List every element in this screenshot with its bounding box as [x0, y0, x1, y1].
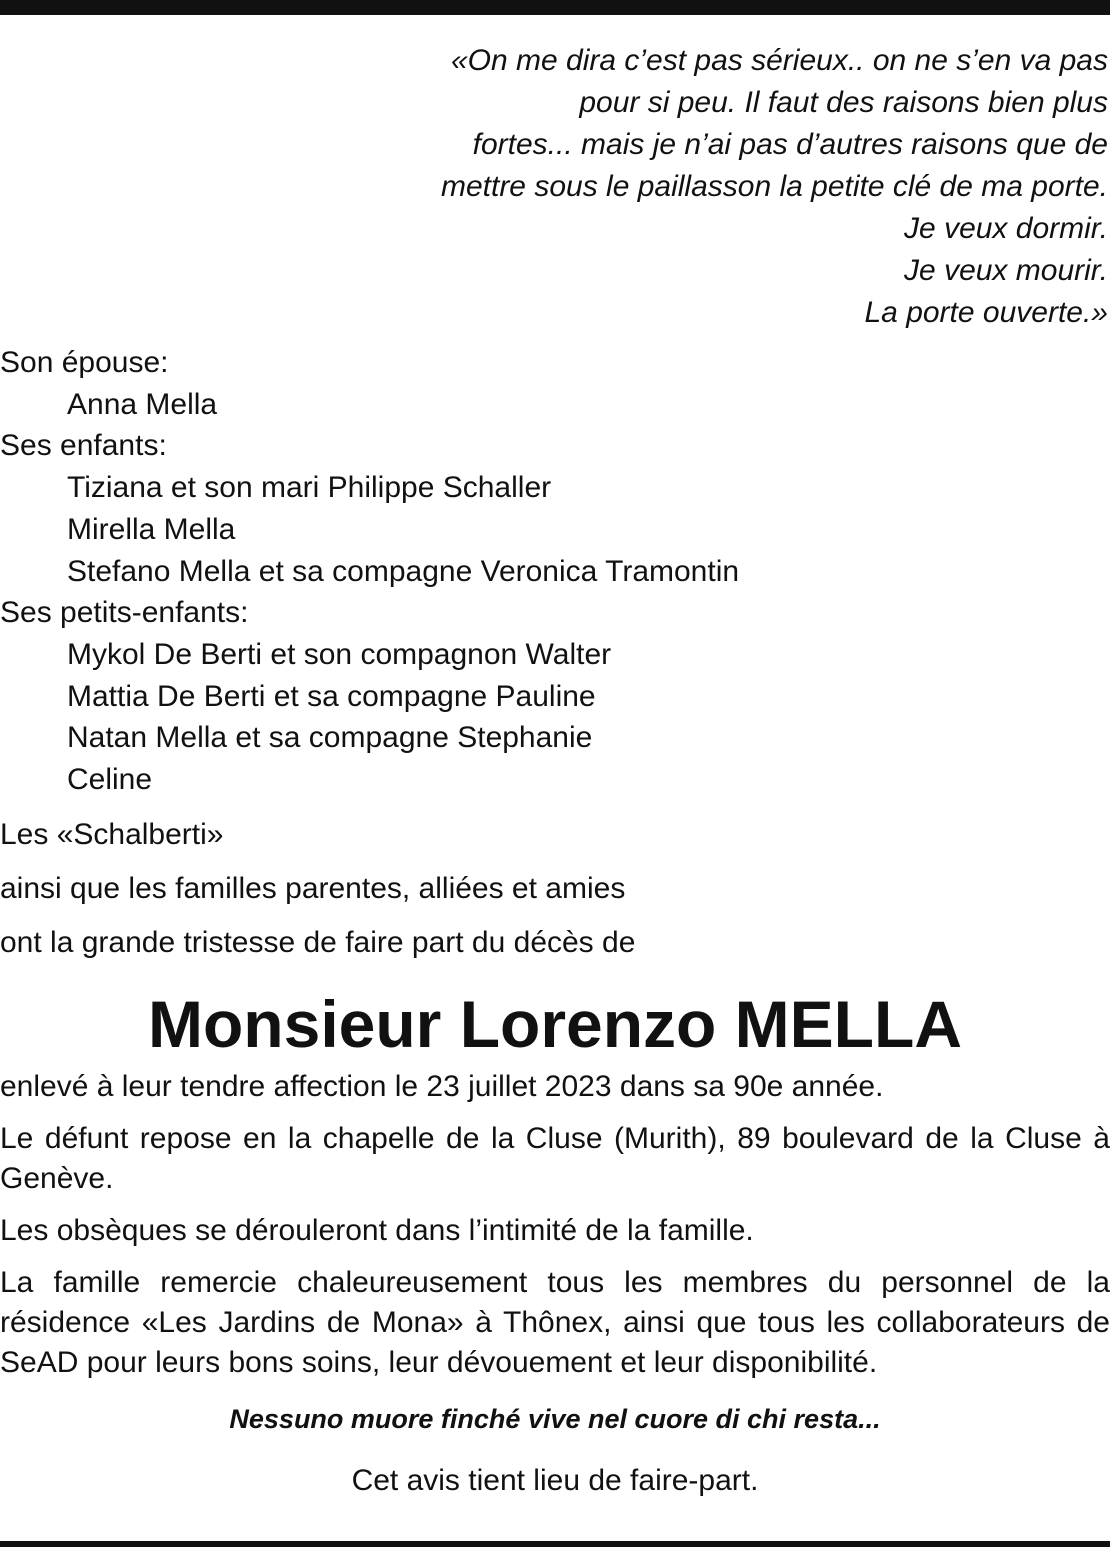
top-border-rule [0, 0, 1110, 15]
quote-line: Je veux dormir. [904, 212, 1108, 245]
grandchild-name: Mykol De Berti et son compagnon Walter [67, 637, 612, 671]
opening-quote [0, 40, 1110, 334]
passing-text: enlevé à leur tendre affection le 23 juillet 2023 dans sa 90e année. [0, 1069, 884, 1103]
announcement-line: ont la grande tristesse de faire part du décès de [0, 925, 636, 959]
deceased-name: Monsieur Lorenzo MELLA [148, 986, 962, 1061]
child-name: Stefano Mella et sa compagne Veronica Tramontin [67, 554, 740, 588]
italian-motto: Nessuno muore finché vive nel cuore di chi resta... [229, 1403, 881, 1434]
family-list [0, 342, 1110, 801]
grandchild-name: Mattia De Berti et sa compagne Pauline [67, 679, 596, 713]
schalberti-line: Les «Schalberti» [0, 817, 224, 851]
quote-line: fortes... mais je n’ai pas d’autres raisons que de [472, 128, 1108, 161]
children-heading: Ses enfants: [0, 429, 167, 463]
grandchildren-heading: Ses petits-enfants: [0, 596, 249, 630]
thanks-text: La famille remercie chaleureusement tous les membres du personnel de la résidence «Les Jardins de Mona» à Thônex, ainsi que tous les collaborateurs de SeAD pour leurs bons soins, leur dévouement et leur disponibilité. [0, 1265, 1110, 1379]
quote-line: pour si peu. Il faut des raisons bien plus [579, 86, 1108, 119]
child-name: Tiziana et son mari Philippe Schaller [67, 471, 552, 505]
families-line: ainsi que les familles parentes, alliées et amies [0, 871, 626, 905]
grandchild-name: Natan Mella et sa compagne Stephanie [67, 721, 593, 755]
quote-line: La porte ouverte.» [864, 296, 1108, 329]
resting-place-text: Le défunt repose en la chapelle de la Cluse (Murith), 89 boulevard de la Cluse à Genève. [0, 1121, 1110, 1195]
spouse-heading: Son épouse: [0, 346, 169, 379]
grandchild-name: Celine [67, 763, 153, 797]
obituary-notice [0, 40, 1110, 1501]
closing-note: Cet avis tient lieu de faire-part. [351, 1463, 759, 1497]
quote-line: «On me dira c’est pas sérieux.. on ne s’en va pas [450, 44, 1108, 77]
bottom-border-rule [0, 1541, 1110, 1547]
spouse-name: Anna Mella [67, 387, 218, 421]
funeral-text: Les obsèques se dérouleront dans l’intimité de la famille. [0, 1213, 754, 1247]
quote-line: Je veux mourir. [904, 254, 1108, 287]
quote-line: mettre sous le paillasson la petite clé de ma porte. [440, 170, 1108, 203]
child-name: Mirella Mella [67, 512, 236, 546]
